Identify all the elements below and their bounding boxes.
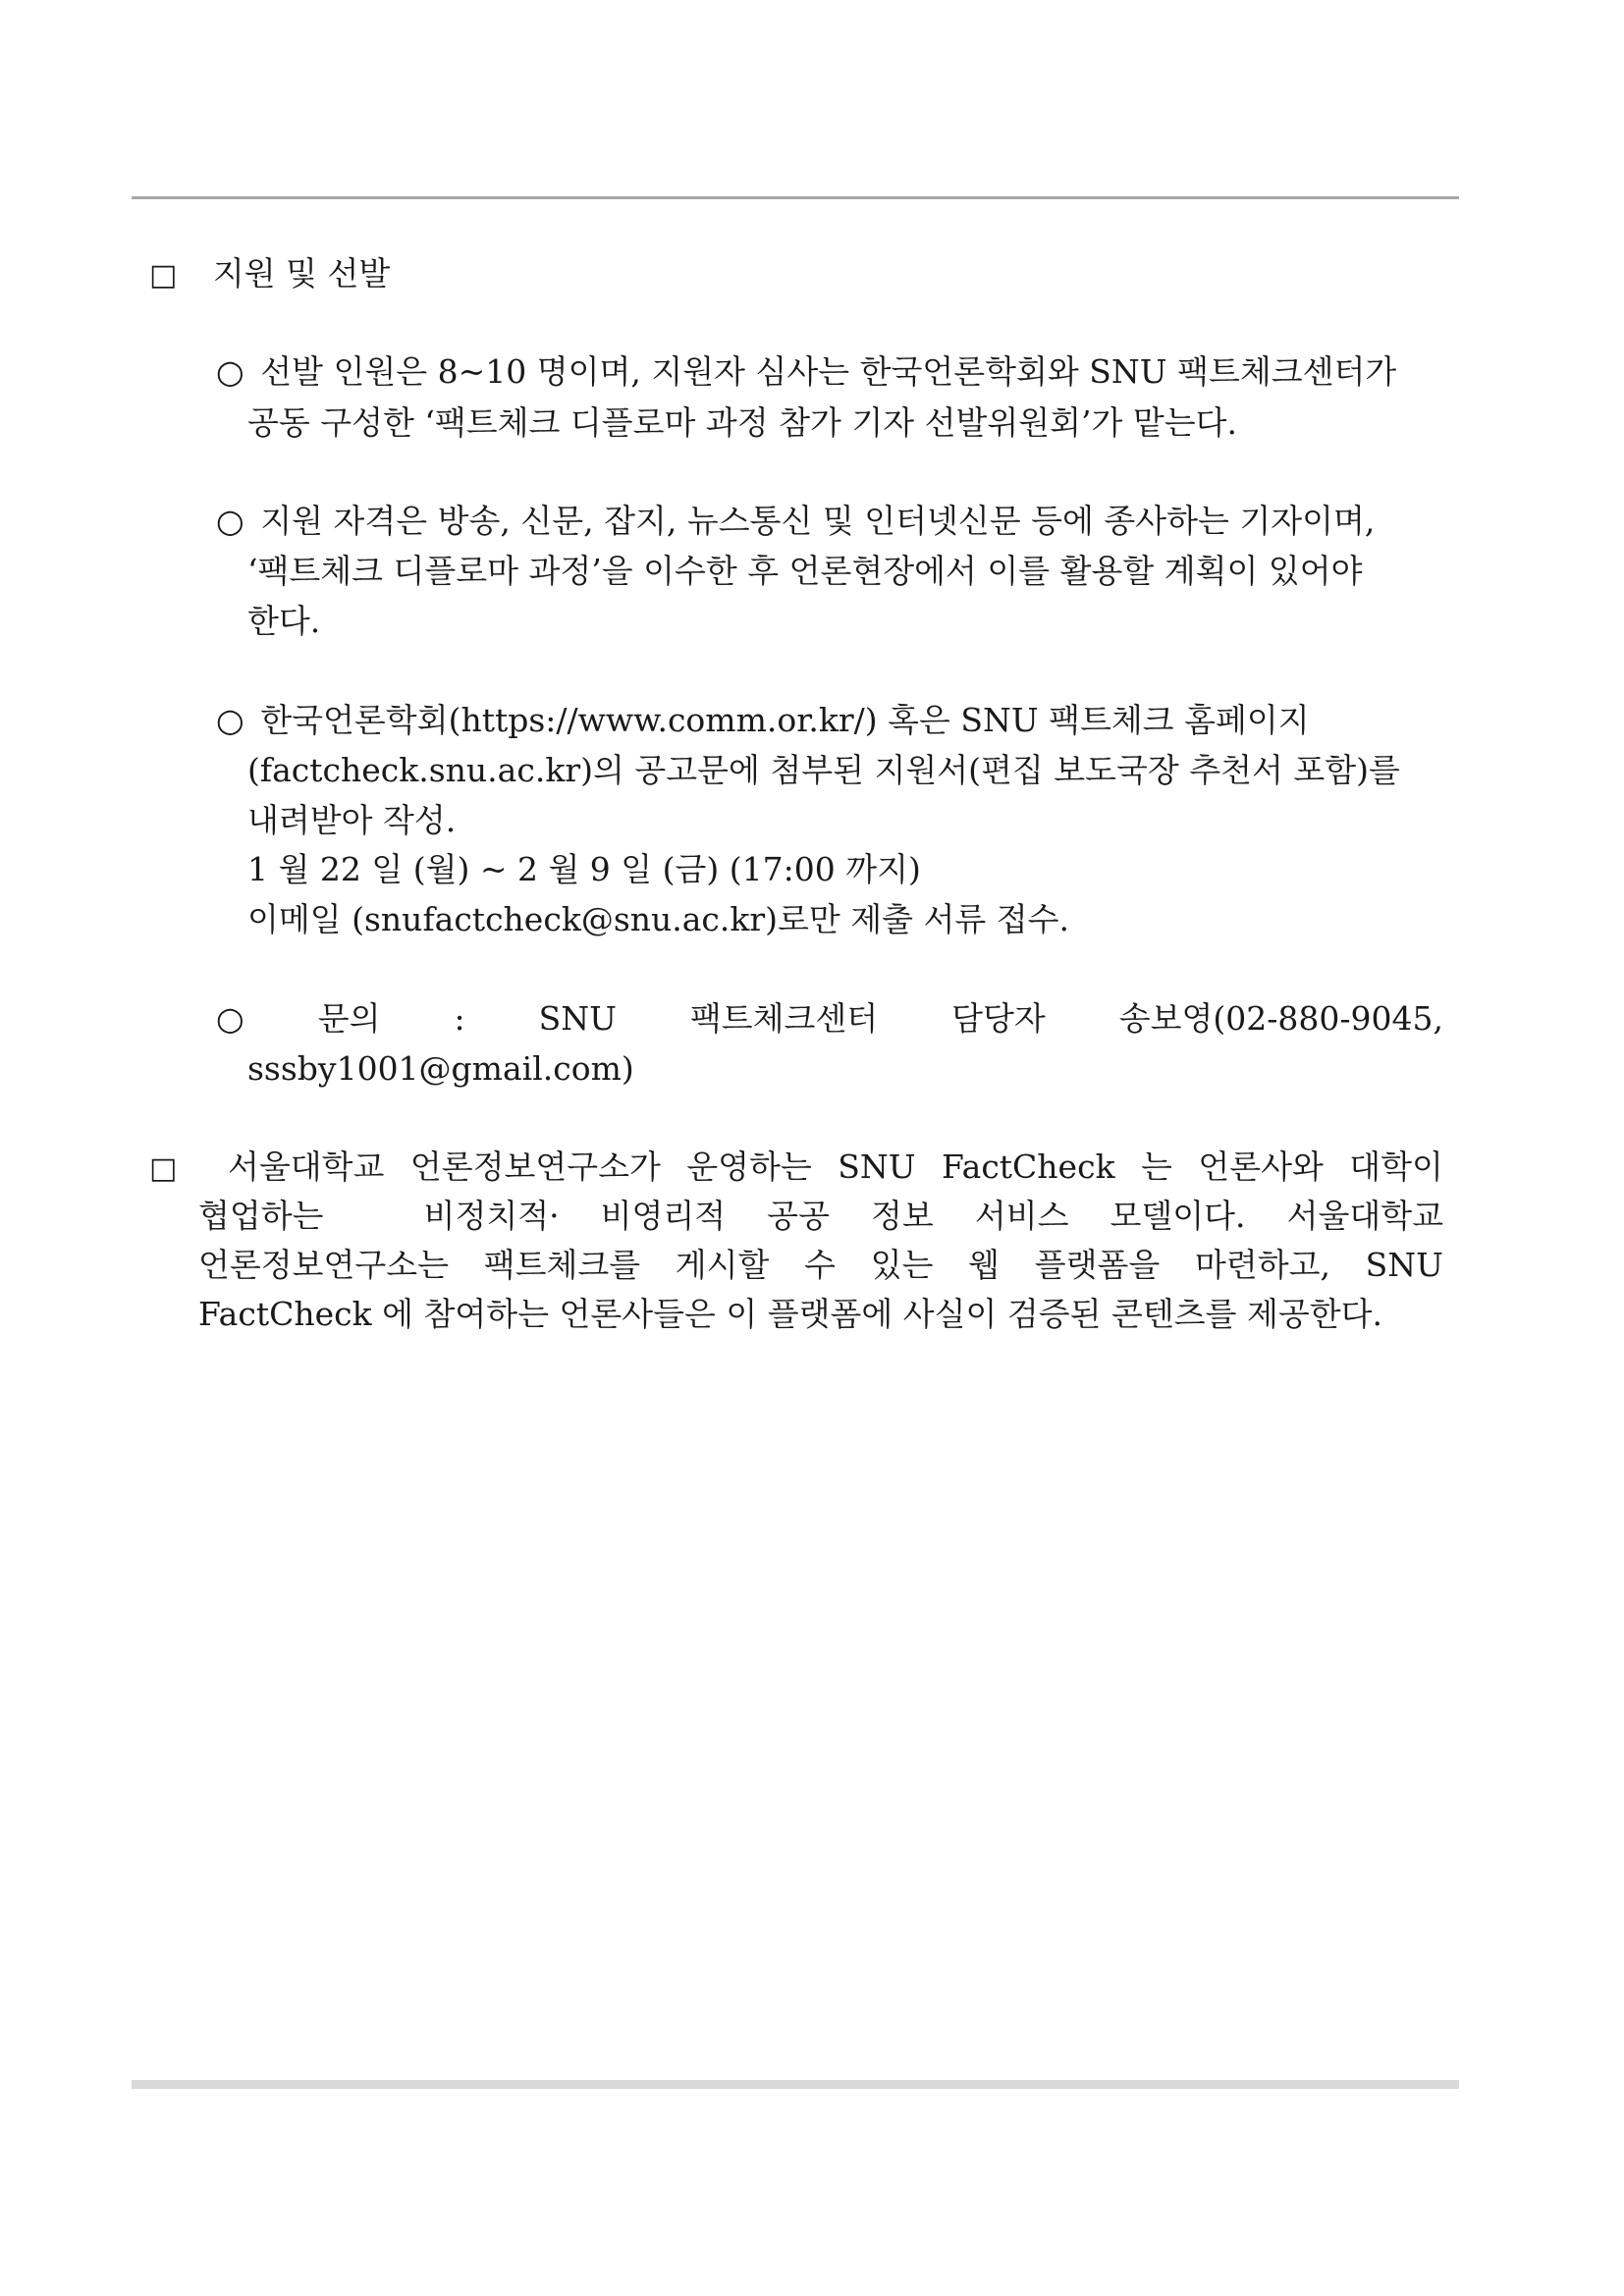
closing-word: 게시할 bbox=[675, 1246, 770, 1284]
contact-role: 담당자 bbox=[951, 999, 1046, 1038]
circle-bullet-icon: ○ bbox=[216, 999, 244, 1038]
closing-word: 서울대학교 bbox=[228, 1148, 385, 1186]
closing-word: 비영리적 bbox=[600, 1197, 727, 1235]
section-heading bbox=[149, 254, 391, 293]
item-text-line: 공동 구성한 ‘팩트체크 디플로마 과정 참가 기자 선발위원회’가 맡는다. bbox=[247, 403, 1237, 442]
contact-center: 팩트체크센터 bbox=[689, 999, 879, 1038]
closing-word: 있는 bbox=[870, 1246, 934, 1284]
date-range-text: 1 월 22 일 (월) ~ 2 월 9 일 (금) (17:00 까지) bbox=[247, 850, 921, 888]
list-item bbox=[216, 701, 1310, 739]
closing-word: 정보 bbox=[871, 1197, 934, 1235]
item-text-line: ‘팩트체크 디플로마 과정’을 이수한 후 언론현장에서 이를 활용할 계획이 있어야 bbox=[247, 552, 1363, 590]
contact-item bbox=[216, 999, 1443, 1038]
closing-word: 언론정보연구소는 bbox=[198, 1246, 450, 1284]
section-title: 지원 및 선발 bbox=[212, 254, 391, 293]
closing-word: 서울대학교 bbox=[1286, 1197, 1443, 1235]
contact-email: sssby1001@gmail.com) bbox=[247, 1049, 634, 1088]
closing-line-1 bbox=[228, 1148, 1443, 1186]
closing-word: 는 bbox=[1141, 1148, 1172, 1186]
closing-word: 플랫폼을 bbox=[1034, 1246, 1161, 1284]
checkbox-square-icon: □ bbox=[149, 1151, 178, 1186]
closing-line-4: FactCheck 에 참여하는 언론사들은 이 플랫폼에 사실이 검증된 콘텐츠를 제공한다. bbox=[198, 1295, 1382, 1333]
closing-word: SNU bbox=[838, 1148, 916, 1186]
circle-bullet-icon: ○ bbox=[216, 701, 244, 739]
list-item bbox=[216, 352, 1397, 391]
closing-word: 수 bbox=[804, 1246, 837, 1284]
contact-colon: : bbox=[454, 999, 465, 1038]
item-text-line: 내려받아 작성. bbox=[247, 801, 457, 839]
circle-bullet-icon: ○ bbox=[216, 352, 244, 391]
closing-word: 협업하는 bbox=[198, 1197, 324, 1235]
item-text-line: 한다. bbox=[247, 602, 321, 640]
closing-line-2 bbox=[198, 1197, 1443, 1235]
closing-word: 비정치적· bbox=[423, 1197, 560, 1235]
closing-word: 서비스 bbox=[974, 1197, 1069, 1235]
closing-word: 언론정보연구소가 bbox=[409, 1148, 661, 1186]
email-submission-text: 이메일 (snufactcheck@snu.ac.kr)로만 제출 서류 접수. bbox=[247, 900, 1070, 938]
closing-word: 대학이 bbox=[1349, 1148, 1443, 1186]
closing-word: 모델이다. bbox=[1110, 1197, 1246, 1235]
list-item bbox=[216, 502, 1376, 540]
checkbox-square-icon: □ bbox=[149, 258, 178, 293]
closing-word: FactCheck bbox=[941, 1148, 1115, 1186]
item-text-line: 한국언론학회(https://www.comm.or.kr/) 혹은 SNU 팩트체크 홈페이지 bbox=[260, 701, 1310, 739]
closing-line-3 bbox=[198, 1246, 1443, 1284]
item-text-line: 선발 인원은 8~10 명이며, 지원자 심사는 한국언론학회와 SNU 팩트체크센터가 bbox=[260, 352, 1397, 391]
closing-word: 언론사와 bbox=[1198, 1148, 1324, 1186]
closing-word: SNU bbox=[1365, 1246, 1443, 1284]
top-rule bbox=[132, 196, 1459, 199]
closing-word: 공공 bbox=[767, 1197, 830, 1235]
closing-word: 웹 bbox=[968, 1246, 1001, 1284]
closing-word: 운영하는 bbox=[686, 1148, 812, 1186]
closing-marker bbox=[149, 1150, 177, 1184]
closing-word: 마련하고, bbox=[1194, 1246, 1330, 1284]
item-text-line: (factcheck.snu.ac.kr)의 공고문에 첨부된 지원서(편집 보도국장 추천서 포함)를 bbox=[247, 751, 1400, 789]
contact-label: 문의 bbox=[317, 999, 381, 1038]
contact-org: SNU bbox=[538, 999, 617, 1038]
item-text-line: 지원 자격은 방송, 신문, 잡지, 뉴스통신 및 인터넷신문 등에 종사하는 기자이며, bbox=[260, 502, 1376, 540]
closing-word: 팩트체크를 bbox=[483, 1246, 641, 1284]
bottom-rule bbox=[132, 2080, 1459, 2089]
circle-bullet-icon: ○ bbox=[216, 502, 244, 540]
contact-name-phone: 송보영(02-880-9045, bbox=[1118, 999, 1443, 1038]
